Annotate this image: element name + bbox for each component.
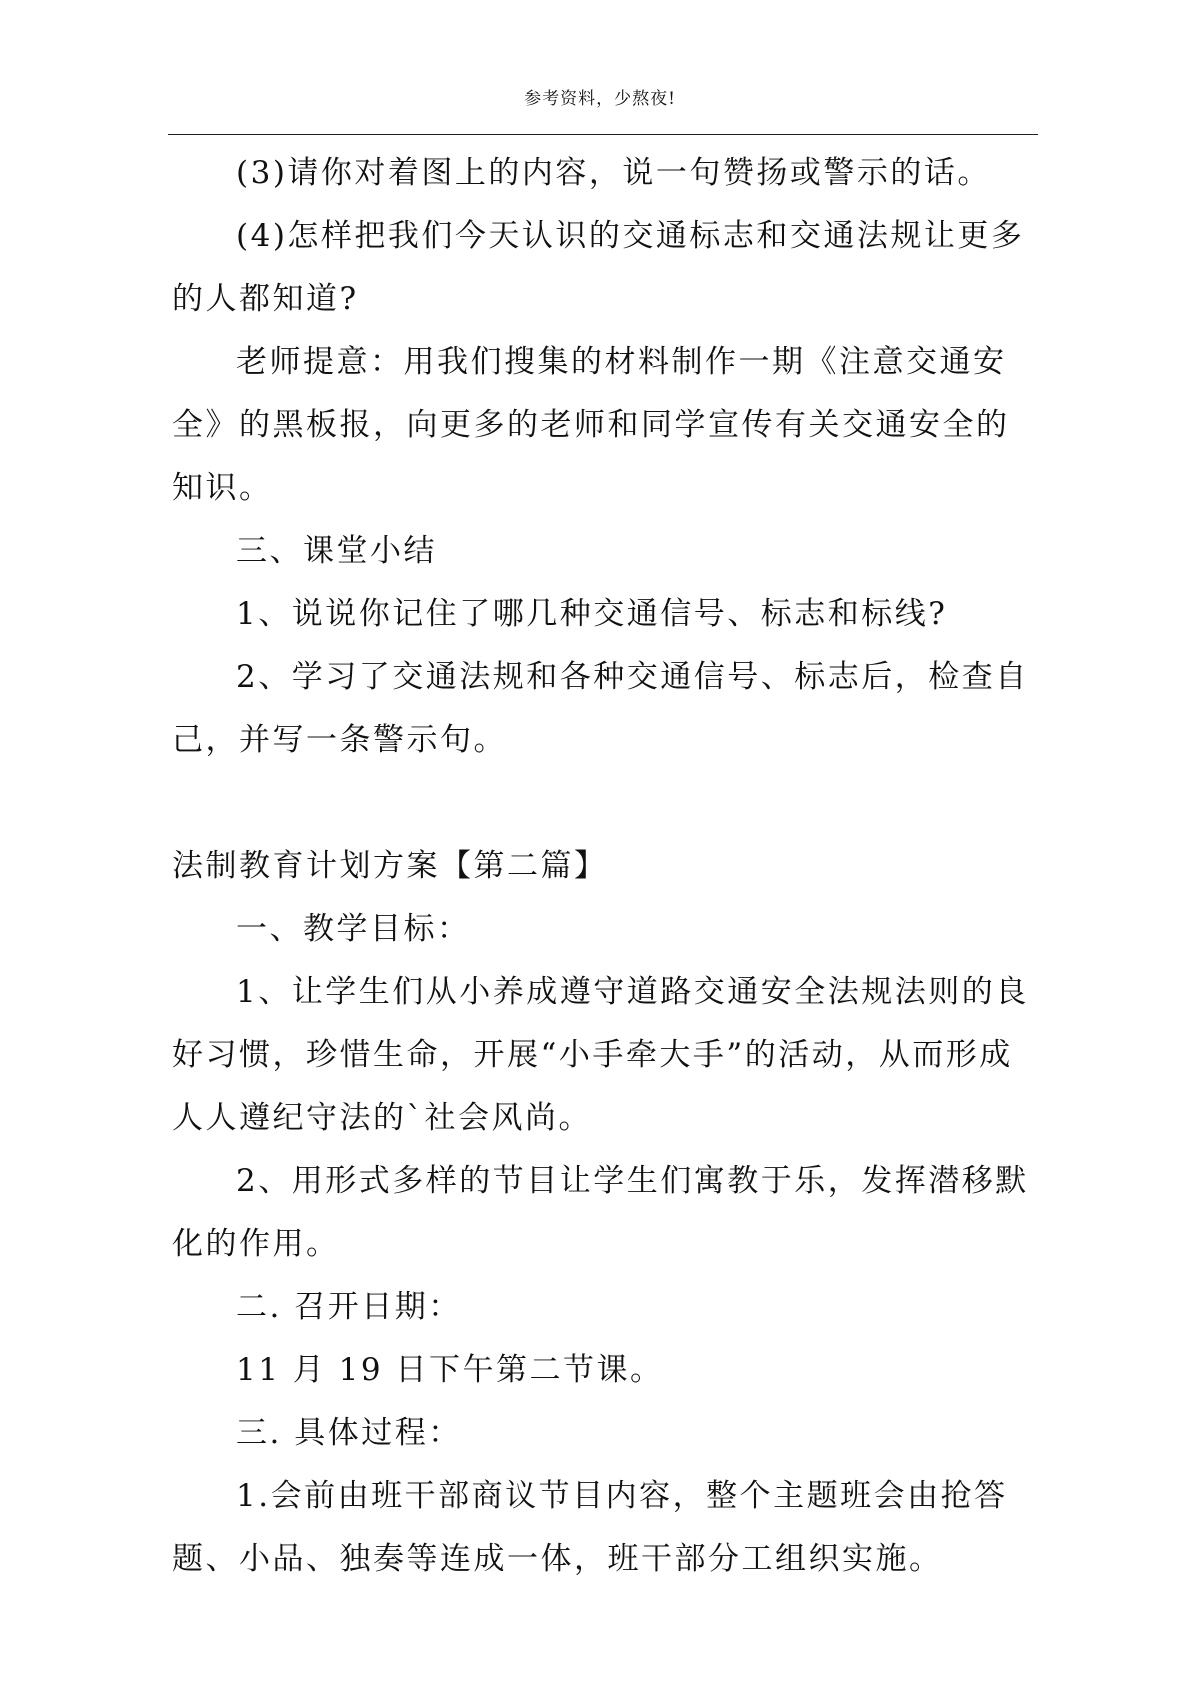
paragraph-meeting-date: 11 月 19 日下午第二节课。 (236, 1352, 664, 1388)
paragraph-goal-2: 2、用形式多样的节目让学生们寓教于乐，发挥潜移默化的作用。 (172, 1163, 1029, 1262)
document-body (172, 142, 1038, 1591)
section-title: 法制教育计划方案【第二篇】 (172, 848, 608, 884)
header-note: 参考资料，少熬夜! (524, 89, 676, 109)
heading-meeting-date: 二. 召开日期： (236, 1289, 462, 1325)
heading-teaching-goals: 一、教学目标： (236, 911, 471, 947)
heading-process: 三. 具体过程： (236, 1415, 462, 1451)
paragraph-summary-2: 2、学习了交通法规和各种交通信号、标志后，检查自己，并写一条警示句。 (172, 659, 1029, 758)
heading-class-summary: 三、课堂小结 (236, 533, 437, 569)
paragraph-goal-1: 1、让学生们从小养成遵守道路交通安全法规法则的良好习惯，珍惜生命，开展“小手牵大手”的活动，从而形成人人遵纪守法的`社会风尚。 (172, 974, 1029, 1136)
paragraph-process-1: 1.会前由班干部商议节目内容，整个主题班会由抢答题、小品、独奏等连成一体，班干部分工组织实施。 (172, 1478, 1008, 1577)
paragraph-question-3: (3)请你对着图上的内容，说一句赞扬或警示的话。 (236, 155, 991, 191)
section-spacer (172, 772, 1038, 835)
paragraph-summary-1: 1、说说你记住了哪几种交通信号、标志和标线? (236, 596, 948, 632)
paragraph-question-4: (4)怎样把我们今天认识的交通标志和交通法规让更多的人都知道? (172, 218, 1025, 317)
paragraph-teacher-suggestion: 老师提意：用我们搜集的材料制作一期《注意交通安全》的黑板报，向更多的老师和同学宣传有关交通安全的知识。 (172, 344, 1010, 506)
header-divider (168, 134, 1038, 135)
